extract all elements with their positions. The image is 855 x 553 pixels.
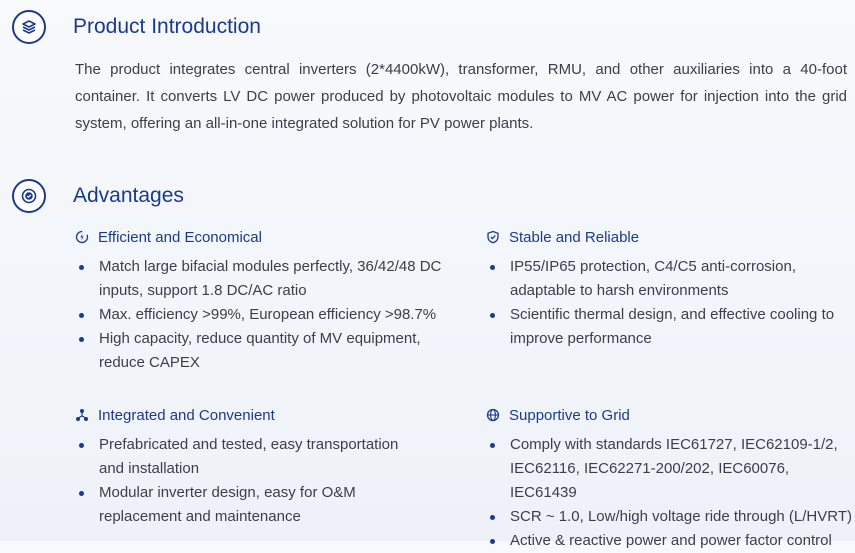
list-item: Active & reactive power and power factor control (485, 529, 853, 553)
section-title: Product Introduction (73, 15, 261, 38)
product-introduction-header (12, 10, 261, 44)
advantages-header (12, 179, 184, 213)
list-item: IP55/IP65 protection, C4/C5 anti-corrosion, adaptable to harsh environments (485, 255, 845, 303)
advantage-group-title: Supportive to Grid (509, 406, 630, 424)
advantage-group-header (74, 405, 424, 425)
network-icon (74, 407, 90, 423)
advantage-list (485, 433, 853, 553)
advantage-group-header (485, 227, 845, 247)
intro-paragraph: The product integrates central inverters (2*4400kW), transformer, RMU, and other auxiliaries into a 40-foot container. It converts LV DC power produced by photovoltaic modules to MV AC power for injection into the grid system, offering an all-in-one integrated solution for PV power plants. (75, 61, 847, 132)
advantage-list (74, 255, 454, 375)
grid-globe-icon (485, 407, 501, 423)
advantage-group-stable (485, 227, 845, 351)
advantage-group-integrated (74, 405, 424, 529)
medal-icon (12, 179, 46, 213)
list-item: SCR ~ 1.0, Low/high voltage ride through (L/HVRT) (485, 505, 853, 529)
list-item: High capacity, reduce quantity of MV equipment, reduce CAPEX (74, 327, 454, 375)
advantage-group-title: Efficient and Economical (98, 228, 262, 246)
layers-icon (12, 10, 46, 44)
advantage-group-title: Stable and Reliable (509, 228, 640, 246)
list-item: Comply with standards IEC61727, IEC62109-1/2, IEC62116, IEC62271-200/202, IEC60076, IEC61439 (485, 433, 853, 505)
advantage-group-title: Integrated and Convenient (98, 406, 275, 424)
section-title: Advantages (73, 184, 184, 207)
list-item: Scientific thermal design, and effective cooling to improve performance (485, 303, 845, 351)
list-item: Prefabricated and tested, easy transportation and installation (74, 433, 424, 481)
advantage-list (485, 255, 845, 351)
advantage-group-grid (485, 405, 853, 553)
efficiency-icon (74, 229, 90, 245)
advantage-list (74, 433, 424, 529)
list-item: Modular inverter design, easy for O&M replacement and maintenance (74, 481, 424, 529)
advantage-group-header (485, 405, 853, 425)
list-item: Max. efficiency >99%, European efficiency >98.7% (74, 303, 454, 327)
advantage-group-efficient (74, 227, 454, 375)
list-item: Match large bifacial modules perfectly, 36/42/48 DC inputs, support 1.8 DC/AC ratio (74, 255, 454, 303)
shield-icon (485, 229, 501, 245)
advantage-group-header (74, 227, 454, 247)
